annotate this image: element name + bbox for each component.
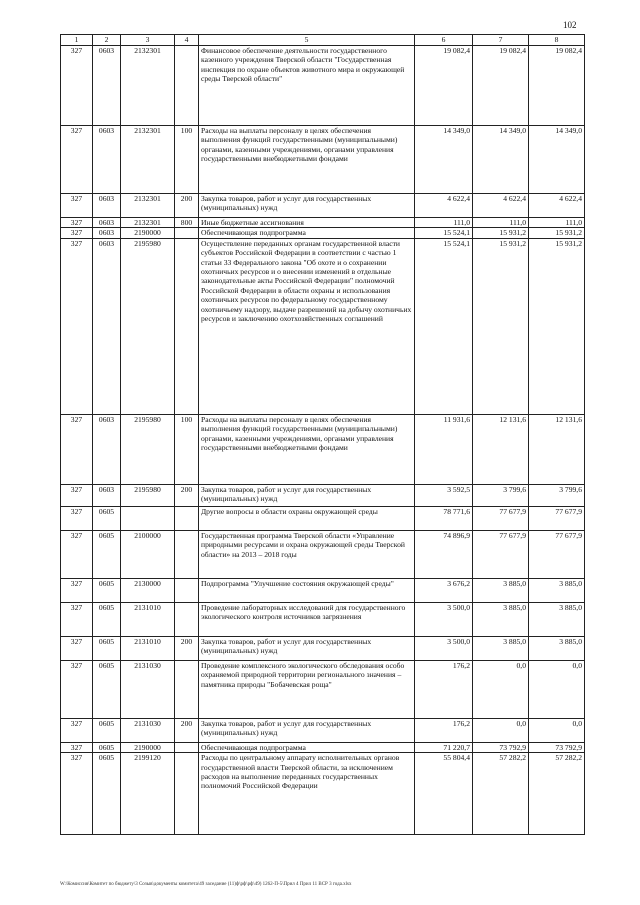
column-header-3: 3 [121, 35, 175, 46]
table-row [61, 660, 585, 718]
amount-col6-cell: 14 349,0 [415, 126, 473, 194]
section-code-cell: 0605 [93, 660, 121, 718]
target-article-cell: 2190000 [121, 742, 175, 752]
expense-type-cell [175, 578, 199, 602]
amount-col7-cell: 77 677,9 [473, 530, 529, 578]
amount-col6-cell: 3 676,2 [415, 578, 473, 602]
column-header-7: 7 [473, 35, 529, 46]
table-header [61, 35, 585, 46]
amount-col7-cell: 3 885,0 [473, 578, 529, 602]
ved-code-cell: 327 [61, 218, 93, 228]
amount-col7-cell: 57 282,2 [473, 753, 529, 835]
item-name-cell: Расходы на выплаты персоналу в целях обеспечения выполнения функций государственными (муниципальными) органами, казенными учреждениями, органами управления государственными внебюджетными фондами [199, 126, 415, 194]
amount-col6-cell: 71 220,7 [415, 742, 473, 752]
expense-type-cell [175, 660, 199, 718]
column-header-8: 8 [529, 35, 585, 46]
target-article-cell: 2100000 [121, 530, 175, 578]
table-row [61, 238, 585, 414]
amount-col7-cell: 14 349,0 [473, 126, 529, 194]
section-code-cell: 0605 [93, 602, 121, 636]
table-row [61, 636, 585, 660]
ved-code-cell: 327 [61, 506, 93, 530]
amount-col8-cell: 15 931,2 [529, 238, 585, 414]
expense-type-cell: 200 [175, 636, 199, 660]
amount-col8-cell: 0,0 [529, 718, 585, 742]
expense-type-cell [175, 753, 199, 835]
table-row [61, 414, 585, 484]
amount-col8-cell: 73 792,9 [529, 742, 585, 752]
section-code-cell: 0605 [93, 753, 121, 835]
ved-code-cell: 327 [61, 636, 93, 660]
amount-col8-cell: 14 349,0 [529, 126, 585, 194]
amount-col7-cell: 15 931,2 [473, 238, 529, 414]
section-code-cell: 0605 [93, 578, 121, 602]
section-code-cell: 0605 [93, 636, 121, 660]
item-name-cell: Расходы по центральному аппарату исполнительных органов государственной власти Тверской области, за исключением расходов на выполнение переданных государственных полномочий Российской Федерации [199, 753, 415, 835]
budget-table [60, 34, 585, 835]
amount-col7-cell: 15 931,2 [473, 228, 529, 238]
amount-col8-cell: 77 677,9 [529, 530, 585, 578]
section-code-cell: 0603 [93, 238, 121, 414]
target-article-cell: 2131030 [121, 660, 175, 718]
amount-col8-cell: 3 799,6 [529, 484, 585, 506]
amount-col6-cell: 55 804,4 [415, 753, 473, 835]
item-name-cell: Финансовое обеспечение деятельности государственного казенного учреждения Тверской области "Государственная инспекция по охране объектов животного мира и окружающей среды Тверской области" [199, 46, 415, 126]
table-row [61, 218, 585, 228]
expense-type-cell [175, 46, 199, 126]
ved-code-cell: 327 [61, 718, 93, 742]
section-code-cell: 0603 [93, 484, 121, 506]
item-name-cell: Закупка товаров, работ и услуг для государственных (муниципальных) нужд [199, 194, 415, 218]
target-article-cell: 2132301 [121, 194, 175, 218]
amount-col8-cell: 111,0 [529, 218, 585, 228]
section-code-cell: 0605 [93, 506, 121, 530]
column-header-2: 2 [93, 35, 121, 46]
amount-col8-cell: 15 931,2 [529, 228, 585, 238]
table-row [61, 194, 585, 218]
expense-type-cell: 200 [175, 194, 199, 218]
item-name-cell: Проведение комплексного экологического обследования особо охраняемой природной территории регионального значения – памятника природы "Бобачевская роща" [199, 660, 415, 718]
page-number: 102 [563, 20, 577, 30]
section-code-cell: 0603 [93, 126, 121, 194]
target-article-cell: 2131030 [121, 718, 175, 742]
amount-col6-cell: 111,0 [415, 218, 473, 228]
expense-type-cell [175, 228, 199, 238]
target-article-cell: 2131010 [121, 636, 175, 660]
amount-col8-cell: 57 282,2 [529, 753, 585, 835]
amount-col6-cell: 4 622,4 [415, 194, 473, 218]
ved-code-cell: 327 [61, 602, 93, 636]
column-header-5: 5 [199, 35, 415, 46]
amount-col8-cell: 3 885,0 [529, 636, 585, 660]
target-article-cell: 2131010 [121, 602, 175, 636]
amount-col7-cell: 77 677,9 [473, 506, 529, 530]
target-article-cell: 2195980 [121, 414, 175, 484]
table-row [61, 742, 585, 752]
table-row [61, 484, 585, 506]
ved-code-cell: 327 [61, 660, 93, 718]
amount-col7-cell: 73 792,9 [473, 742, 529, 752]
ved-code-cell: 327 [61, 238, 93, 414]
section-code-cell: 0605 [93, 718, 121, 742]
amount-col8-cell: 0,0 [529, 660, 585, 718]
column-header-6: 6 [415, 35, 473, 46]
item-name-cell: Проведение лабораторных исследований для государственного экологического контроля источников загрязнения [199, 602, 415, 636]
amount-col7-cell: 3 885,0 [473, 602, 529, 636]
table-row [61, 126, 585, 194]
header-row [61, 35, 585, 46]
expense-type-cell: 100 [175, 126, 199, 194]
table-row [61, 228, 585, 238]
column-header-1: 1 [61, 35, 93, 46]
expense-type-cell: 200 [175, 484, 199, 506]
table-row [61, 578, 585, 602]
expense-type-cell [175, 530, 199, 578]
table-row [61, 602, 585, 636]
target-article-cell: 2190000 [121, 228, 175, 238]
amount-col6-cell: 19 082,4 [415, 46, 473, 126]
section-code-cell: 0603 [93, 46, 121, 126]
amount-col6-cell: 3 500,0 [415, 636, 473, 660]
amount-col7-cell: 111,0 [473, 218, 529, 228]
amount-col6-cell: 3 592,5 [415, 484, 473, 506]
target-article-cell: 2132301 [121, 126, 175, 194]
amount-col6-cell: 176,2 [415, 718, 473, 742]
section-code-cell: 0603 [93, 414, 121, 484]
section-code-cell: 0603 [93, 194, 121, 218]
ved-code-cell: 327 [61, 414, 93, 484]
expense-type-cell: 100 [175, 414, 199, 484]
table-row [61, 46, 585, 126]
table-row [61, 753, 585, 835]
item-name-cell: Закупка товаров, работ и услуг для государственных (муниципальных) нужд [199, 636, 415, 660]
ved-code-cell: 327 [61, 742, 93, 752]
expense-type-cell: 800 [175, 218, 199, 228]
expense-type-cell [175, 602, 199, 636]
ved-code-cell: 327 [61, 484, 93, 506]
amount-col6-cell: 15 524,1 [415, 228, 473, 238]
ved-code-cell: 327 [61, 753, 93, 835]
table-body [61, 46, 585, 835]
amount-col8-cell: 3 885,0 [529, 578, 585, 602]
section-code-cell: 0605 [93, 530, 121, 578]
target-article-cell: 2199120 [121, 753, 175, 835]
amount-col6-cell: 176,2 [415, 660, 473, 718]
target-article-cell: 2195980 [121, 484, 175, 506]
item-name-cell: Закупка товаров, работ и услуг для государственных (муниципальных) нужд [199, 718, 415, 742]
amount-col7-cell: 12 131,6 [473, 414, 529, 484]
amount-col6-cell: 15 524,1 [415, 238, 473, 414]
target-article-cell: 2195980 [121, 238, 175, 414]
ved-code-cell: 327 [61, 578, 93, 602]
item-name-cell: Обеспечивающая подпрограмма [199, 742, 415, 752]
item-name-cell: Обеспечивающая подпрограмма [199, 228, 415, 238]
amount-col8-cell: 19 082,4 [529, 46, 585, 126]
expense-type-cell [175, 238, 199, 414]
amount-col6-cell: 11 931,6 [415, 414, 473, 484]
amount-col6-cell: 74 896,9 [415, 530, 473, 578]
target-article-cell: 2130000 [121, 578, 175, 602]
section-code-cell: 0603 [93, 228, 121, 238]
item-name-cell: Осуществление переданных органам государственной власти субъектов Российской Федерации в соответствии с частью 1 статьи 33 Федерального закона "Об охоте и о сохранении охотничьих ресурсов и о внесении изменений в отдельные законодательные акты Российской Федерации" полномочий Российской Федерации в области охраны и использования охотничьих ресурсов по федеральному государственному охотничьему надзору, выдаче разрешений на добычу охотничьих ресурсов и заключению охотхозяйственных соглашений [199, 238, 415, 414]
ved-code-cell: 327 [61, 126, 93, 194]
table-row [61, 718, 585, 742]
target-article-cell: 2132301 [121, 218, 175, 228]
item-name-cell: Государственная программа Тверской области «Управление природными ресурсами и охрана окружающей среды Тверской области» на 2013 – 2018 годы [199, 530, 415, 578]
amount-col6-cell: 78 771,6 [415, 506, 473, 530]
amount-col7-cell: 19 082,4 [473, 46, 529, 126]
item-name-cell: Иные бюджетные ассигнования [199, 218, 415, 228]
amount-col8-cell: 3 885,0 [529, 602, 585, 636]
amount-col7-cell: 0,0 [473, 660, 529, 718]
target-article-cell [121, 506, 175, 530]
amount-col7-cell: 3 885,0 [473, 636, 529, 660]
item-name-cell: Другие вопросы в области охраны окружающей среды [199, 506, 415, 530]
expense-type-cell: 200 [175, 718, 199, 742]
expense-type-cell [175, 742, 199, 752]
amount-col8-cell: 12 131,6 [529, 414, 585, 484]
section-code-cell: 0603 [93, 218, 121, 228]
amount-col7-cell: 0,0 [473, 718, 529, 742]
expense-type-cell [175, 506, 199, 530]
amount-col6-cell: 3 500,0 [415, 602, 473, 636]
table-row [61, 506, 585, 530]
ved-code-cell: 327 [61, 530, 93, 578]
ved-code-cell: 327 [61, 194, 93, 218]
item-name-cell: Закупка товаров, работ и услуг для государственных (муниципальных) нужд [199, 484, 415, 506]
table-row [61, 530, 585, 578]
file-path-footer: W:\Комиссия\Комитет по бюджету\3 Созыв\документы комитета\49 заседание (11)ф\рф\рф\49) 1262-П-5\Прил 4 Прил 11 ВСР 3 года.xlsx [60, 882, 352, 887]
amount-col8-cell: 77 677,9 [529, 506, 585, 530]
section-code-cell: 0605 [93, 742, 121, 752]
ved-code-cell: 327 [61, 46, 93, 126]
item-name-cell: Расходы на выплаты персоналу в целях обеспечения выполнения функций государственными (муниципальными) органами, казенными учреждениями, органами управления государственными внебюджетными фондами [199, 414, 415, 484]
amount-col8-cell: 4 622,4 [529, 194, 585, 218]
amount-col7-cell: 4 622,4 [473, 194, 529, 218]
column-header-4: 4 [175, 35, 199, 46]
amount-col7-cell: 3 799,6 [473, 484, 529, 506]
target-article-cell: 2132301 [121, 46, 175, 126]
item-name-cell: Подпрограмма "Улучшение состояния окружающей среды" [199, 578, 415, 602]
ved-code-cell: 327 [61, 228, 93, 238]
